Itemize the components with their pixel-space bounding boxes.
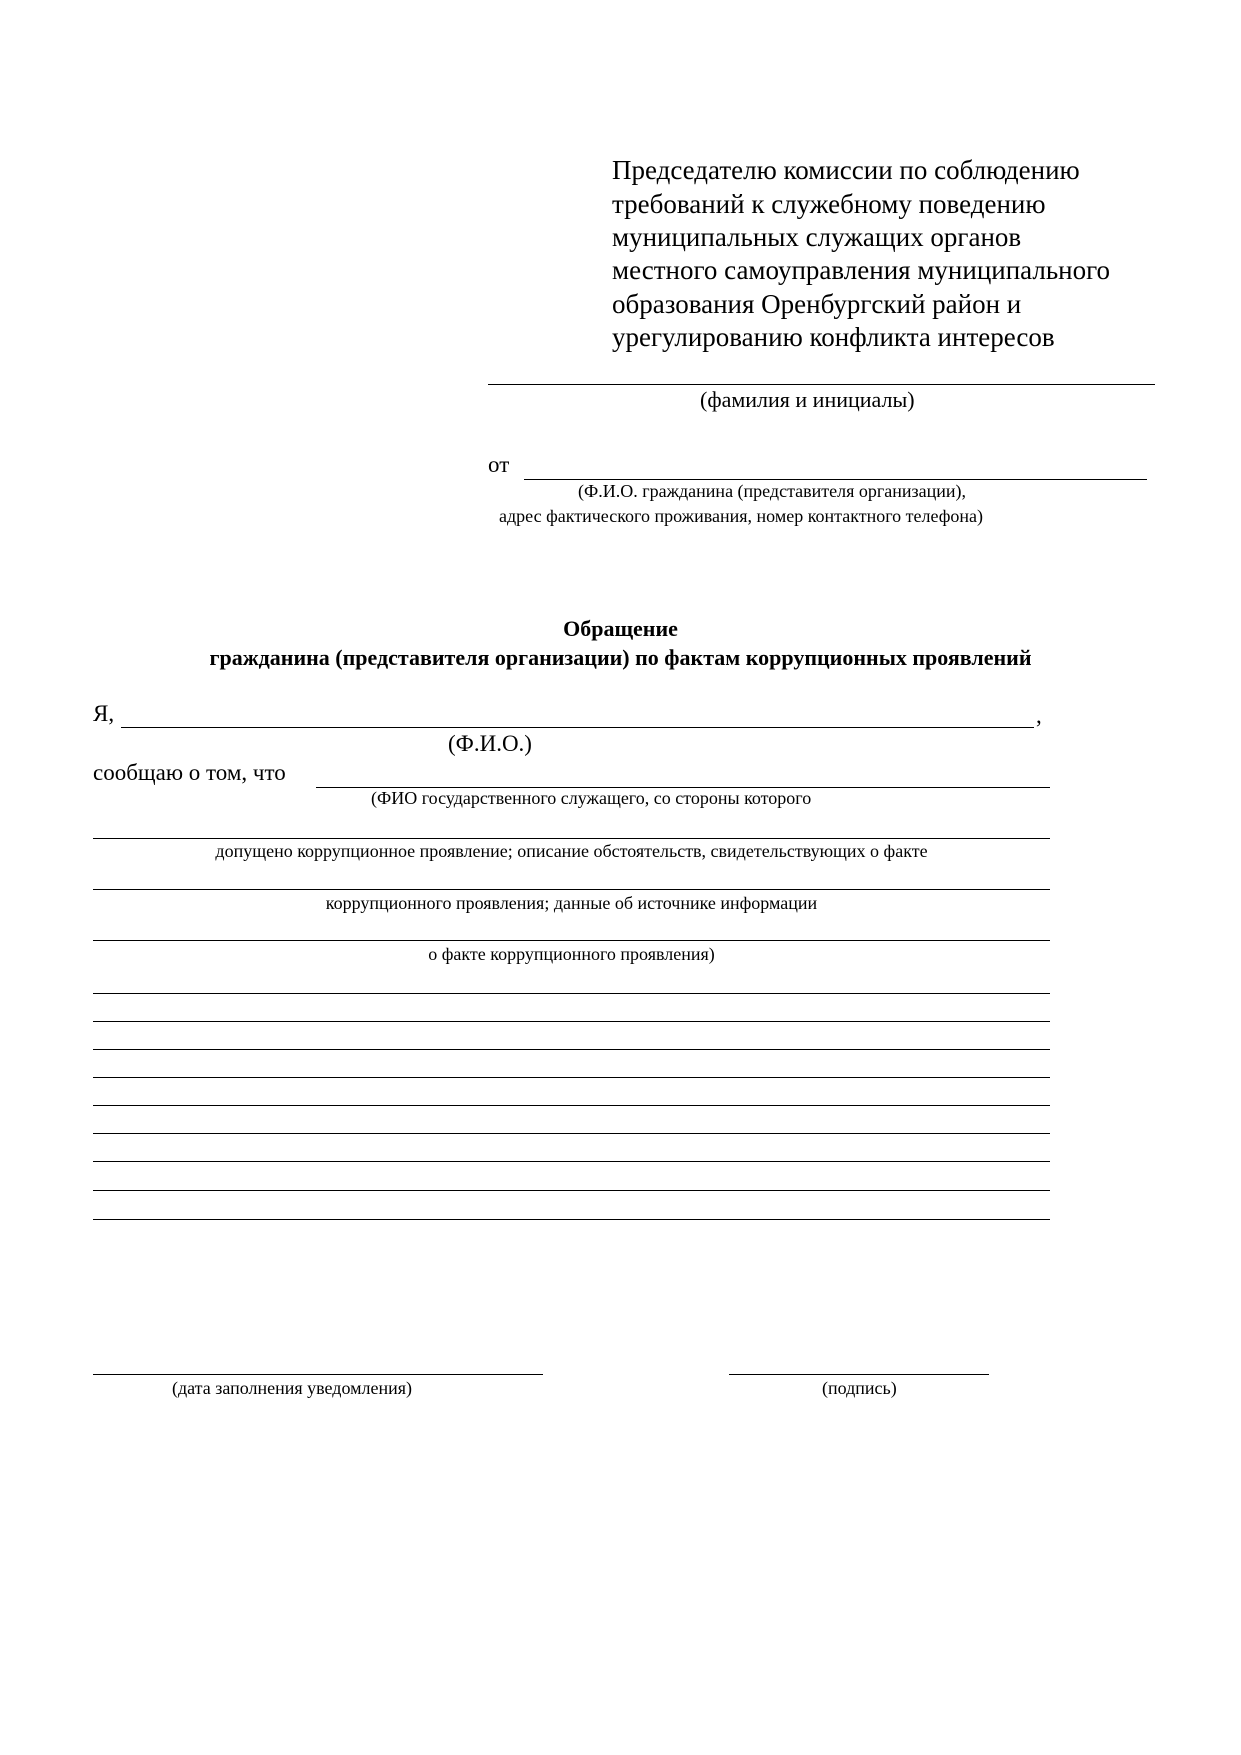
blank-line[interactable]: [93, 1190, 1050, 1191]
report-prefix: сообщаю о том, что: [93, 760, 286, 785]
blank-line[interactable]: [93, 1133, 1050, 1134]
report-caption-1: (ФИО государственного служащего, со стороны которого: [371, 788, 812, 808]
addressee-line: урегулированию конфликта интересов: [612, 322, 1055, 352]
sender-field[interactable]: [524, 479, 1147, 480]
addressee-name-caption: (фамилия и инициалы): [700, 387, 915, 412]
report-field-3[interactable]: [93, 889, 1050, 890]
blank-line[interactable]: [93, 1021, 1050, 1022]
blank-line[interactable]: [93, 1049, 1050, 1050]
sender-caption-line2: адрес фактического проживания, номер контактного телефона): [499, 506, 984, 526]
signature-caption: (подпись): [822, 1378, 897, 1398]
report-caption-3: коррупционного проявления; данные об источнике информации: [325, 893, 818, 913]
date-caption: (дата заполнения уведомления): [172, 1378, 413, 1398]
blank-line[interactable]: [93, 1219, 1050, 1220]
signature-field[interactable]: [729, 1374, 989, 1375]
ya-label: Я,: [93, 701, 115, 726]
addressee-line: требований к служебному поведению: [612, 189, 1046, 219]
date-field[interactable]: [93, 1374, 543, 1375]
report-field-4[interactable]: [93, 940, 1050, 941]
fio-caption: (Ф.И.О.): [448, 731, 532, 756]
addressee-line: Председателю комиссии по соблюдению: [612, 155, 1080, 185]
fio-comma: ,: [1036, 703, 1042, 728]
report-field-2[interactable]: [93, 838, 1050, 839]
blank-line[interactable]: [93, 1105, 1050, 1106]
document-subtitle: гражданина (представителя организации) по фактам коррупционных проявлений: [209, 645, 1032, 670]
addressee-name-field[interactable]: [488, 384, 1155, 385]
sender-caption-line1: (Ф.И.О. гражданина (представителя организации),: [578, 481, 967, 501]
blank-line[interactable]: [93, 993, 1050, 994]
sender-prefix: от: [488, 452, 510, 477]
addressee-line: муниципальных служащих органов: [612, 222, 1022, 252]
blank-line[interactable]: [93, 1161, 1050, 1162]
report-caption-2: допущено коррупционное проявление; описание обстоятельств, свидетельствующих о факте: [215, 841, 928, 861]
report-caption-4: о факте коррупционного проявления): [428, 944, 715, 964]
blank-line[interactable]: [93, 1077, 1050, 1078]
document-title: Обращение: [563, 616, 678, 641]
addressee-line: образования Оренбургский район и: [612, 289, 1022, 319]
addressee-line: местного самоуправления муниципального: [612, 255, 1111, 285]
fio-field[interactable]: [121, 727, 1034, 728]
